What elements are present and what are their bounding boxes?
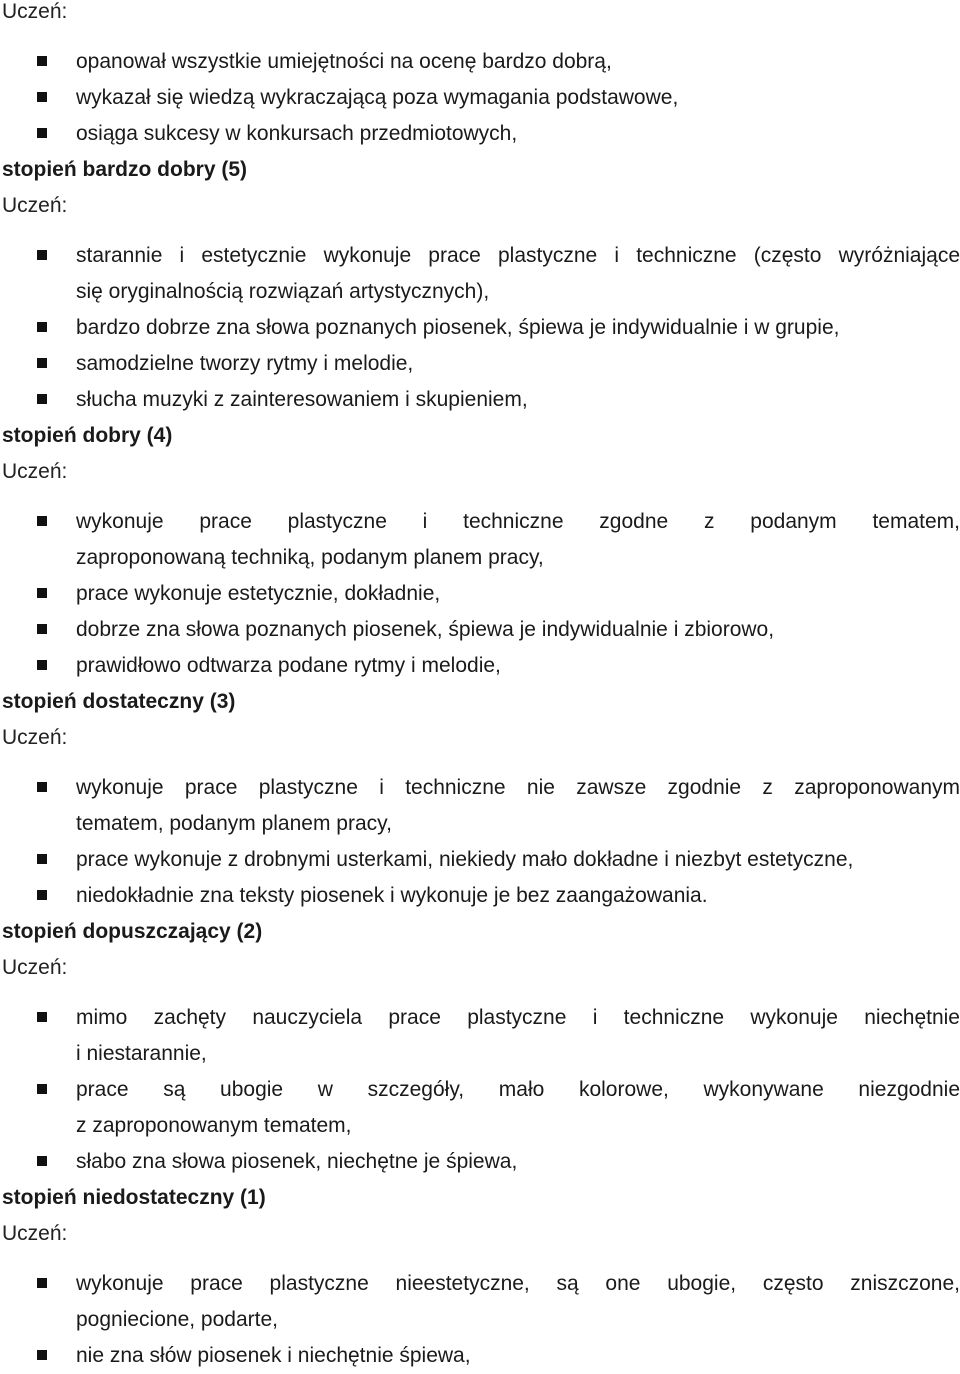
criteria-text-line: bardzo dobrze zna słowa poznanych piosenek, śpiewa je indywidualnie i w grupie, bbox=[76, 316, 840, 339]
criteria-list-item bbox=[0, 116, 960, 152]
square-bullet-icon bbox=[37, 660, 47, 670]
square-bullet-icon bbox=[37, 1278, 47, 1288]
criteria-list-item bbox=[0, 1000, 960, 1072]
square-bullet-icon bbox=[37, 92, 47, 102]
grade-heading: stopień bardzo dobry (5) bbox=[2, 158, 248, 181]
criteria-list-item bbox=[0, 612, 960, 648]
student-label: Uczeń: bbox=[2, 726, 68, 749]
criteria-text-line: wykonuje prace plastyczne i techniczne nie zawsze zgodnie z zaproponowanym bbox=[76, 776, 960, 799]
criteria-text-line: pogniecione, podarte, bbox=[76, 1308, 278, 1331]
grade-heading: stopień dostateczny (3) bbox=[2, 690, 236, 713]
criteria-text-line: prace wykonuje estetycznie, dokładnie, bbox=[76, 582, 441, 605]
criteria-text-line: wykazał się wiedzą wykraczającą poza wymagania podstawowe, bbox=[76, 86, 679, 109]
grade-heading: stopień dobry (4) bbox=[2, 424, 173, 447]
square-bullet-icon bbox=[37, 854, 47, 864]
criteria-list-item bbox=[0, 44, 960, 80]
grade-heading: stopień niedostateczny (1) bbox=[2, 1186, 266, 1209]
criteria-list-item bbox=[0, 576, 960, 612]
student-label: Uczeń: bbox=[2, 194, 68, 217]
criteria-text-line: prawidłowo odtwarza podane rytmy i melodie, bbox=[76, 654, 501, 677]
criteria-text-line: prace są ubogie w szczegóły, mało kolorowe, wykonywane niezgodnie bbox=[76, 1078, 960, 1101]
criteria-text-line: wykonuje prace plastyczne nieestetyczne, są one ubogie, często zniszczone, bbox=[76, 1272, 960, 1295]
criteria-text-line: wykonuje prace plastyczne i techniczne zgodne z podanym tematem, bbox=[76, 510, 960, 533]
square-bullet-icon bbox=[37, 1156, 47, 1166]
criteria-text-line: nie zna słów piosenek i niechętnie śpiewa, bbox=[76, 1344, 471, 1367]
criteria-list-item bbox=[0, 382, 960, 418]
square-bullet-icon bbox=[37, 624, 47, 634]
square-bullet-icon bbox=[37, 322, 47, 332]
square-bullet-icon bbox=[37, 890, 47, 900]
criteria-list-item bbox=[0, 1144, 960, 1180]
square-bullet-icon bbox=[37, 250, 47, 260]
square-bullet-icon bbox=[37, 1012, 47, 1022]
square-bullet-icon bbox=[37, 1350, 47, 1360]
criteria-list-item bbox=[0, 346, 960, 382]
criteria-text-line: samodzielne tworzy rytmy i melodie, bbox=[76, 352, 414, 375]
square-bullet-icon bbox=[37, 56, 47, 66]
square-bullet-icon bbox=[37, 358, 47, 368]
criteria-list-item bbox=[0, 80, 960, 116]
criteria-text-line: z zaproponowanym tematem, bbox=[76, 1114, 352, 1137]
criteria-list-item bbox=[0, 238, 960, 310]
criteria-text-line: i niestarannie, bbox=[76, 1042, 207, 1065]
criteria-list-item bbox=[0, 648, 960, 684]
student-label: Uczeń: bbox=[2, 0, 68, 23]
criteria-text-line: starannie i estetycznie wykonuje prace plastyczne i techniczne (często wyróżniające bbox=[76, 244, 960, 267]
criteria-text-line: niedokładnie zna teksty piosenek i wykonuje je bez zaangażowania. bbox=[76, 884, 708, 907]
criteria-text-line: słabo zna słowa piosenek, niechętne je śpiewa, bbox=[76, 1150, 518, 1173]
square-bullet-icon bbox=[37, 782, 47, 792]
square-bullet-icon bbox=[37, 128, 47, 138]
criteria-list-item bbox=[0, 310, 960, 346]
criteria-list-item bbox=[0, 878, 960, 914]
criteria-text-line: opanował wszystkie umiejętności na ocenę bardzo dobrą, bbox=[76, 50, 612, 73]
criteria-list-item bbox=[0, 1072, 960, 1144]
criteria-text-line: prace wykonuje z drobnymi usterkami, niekiedy mało dokładne i niezbyt estetyczne, bbox=[76, 848, 854, 871]
student-label: Uczeń: bbox=[2, 956, 68, 979]
criteria-text-line: zaproponowaną techniką, podanym planem pracy, bbox=[76, 546, 544, 569]
criteria-text-line: dobrze zna słowa poznanych piosenek, śpiewa je indywidualnie i zbiorowo, bbox=[76, 618, 775, 641]
criteria-text-line: się oryginalnością rozwiązań artystycznych), bbox=[76, 280, 490, 303]
criteria-list-item bbox=[0, 770, 960, 842]
square-bullet-icon bbox=[37, 516, 47, 526]
criteria-list-item bbox=[0, 842, 960, 878]
square-bullet-icon bbox=[37, 1084, 47, 1094]
student-label: Uczeń: bbox=[2, 1222, 68, 1245]
criteria-list-item bbox=[0, 504, 960, 576]
square-bullet-icon bbox=[37, 588, 47, 598]
criteria-text-line: tematem, podanym planem pracy, bbox=[76, 812, 392, 835]
grade-heading: stopień dopuszczający (2) bbox=[2, 920, 263, 943]
student-label: Uczeń: bbox=[2, 460, 68, 483]
criteria-text-line: osiąga sukcesy w konkursach przedmiotowych, bbox=[76, 122, 518, 145]
square-bullet-icon bbox=[37, 394, 47, 404]
criteria-list-item bbox=[0, 1338, 960, 1374]
criteria-text-line: słucha muzyki z zainteresowaniem i skupieniem, bbox=[76, 388, 528, 411]
criteria-text-line: mimo zachęty nauczyciela prace plastyczne i techniczne wykonuje niechętnie bbox=[76, 1006, 960, 1029]
